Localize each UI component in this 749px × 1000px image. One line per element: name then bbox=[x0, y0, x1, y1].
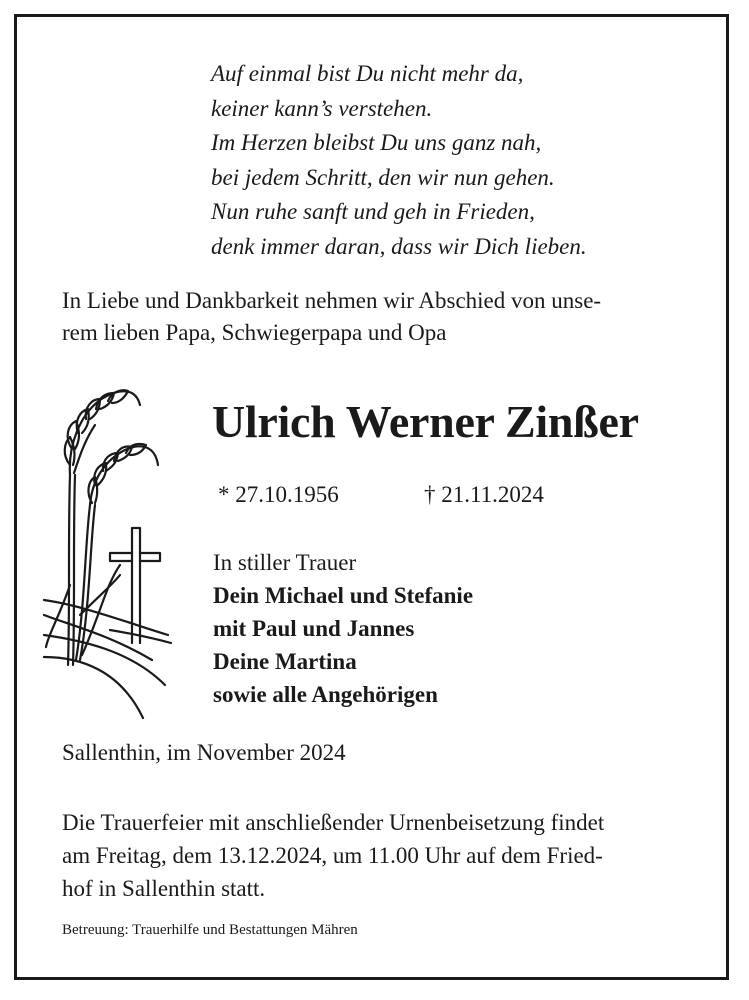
poem-line: denk immer daran, dass wir Dich lieben. bbox=[211, 233, 587, 259]
intro-text bbox=[62, 285, 601, 349]
intro-line: In Liebe und Dankbarkeit nehmen wir Abschied von unse- bbox=[62, 288, 602, 313]
poem-line: Auf einmal bist Du nicht mehr da, bbox=[211, 61, 524, 86]
poem bbox=[211, 57, 587, 265]
mourners-heading: In stiller Trauer bbox=[213, 550, 357, 575]
poem-line: bei jedem Schritt, den wir nun gehen. bbox=[211, 164, 555, 190]
poem-line: Nun ruhe sanft und geh in Frieden, bbox=[211, 199, 535, 225]
funeral-line: Die Trauerfeier mit anschließender Urnenbeisetzung findet bbox=[62, 810, 605, 835]
funeral-line: am Freitag, dem 13.12.2024, um 11.00 Uhr auf dem Fried- bbox=[62, 843, 603, 868]
mourners-block bbox=[213, 546, 473, 711]
poem-line: keiner kann’s verstehen. bbox=[211, 95, 433, 121]
wheat-and-cross-icon bbox=[40, 385, 175, 725]
place-and-date: Sallenthin, im November 2024 bbox=[62, 740, 346, 765]
mourner-line: Dein Michael und Stefanie bbox=[213, 583, 474, 608]
death-date: † 21.11.2024 bbox=[424, 482, 544, 507]
funeral-line: hof in Sallenthin statt. bbox=[62, 876, 266, 901]
funeral-home-credit: Betreuung: Trauerhilfe und Bestattungen Mähren bbox=[62, 922, 358, 938]
deceased-name: Ulrich Werner Zinßer bbox=[212, 396, 639, 447]
intro-line: rem lieben Papa, Schwiegerpapa und Opa bbox=[62, 320, 447, 345]
mourner-line: mit Paul und Jannes bbox=[213, 616, 415, 641]
mourner-line: Deine Martina bbox=[213, 649, 357, 674]
birth-date: * 27.10.1956 bbox=[218, 482, 339, 507]
funeral-info bbox=[62, 806, 604, 905]
mourner-line: sowie alle Angehörigen bbox=[213, 682, 438, 707]
poem-line: Im Herzen bleibst Du uns ganz nah, bbox=[211, 130, 542, 156]
